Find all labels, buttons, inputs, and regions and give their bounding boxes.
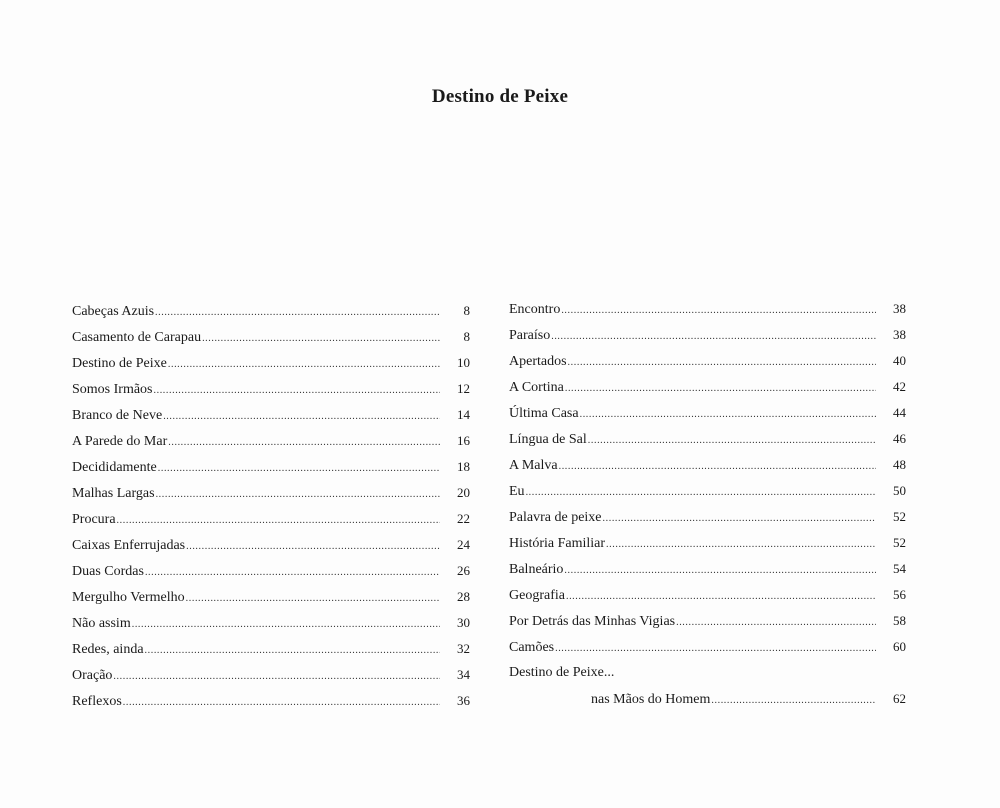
toc-leader-dots [564,565,876,576]
toc-entry-title: Destino de Peixe [72,356,167,371]
toc-entry [509,483,906,509]
toc-entry-title: Redes, ainda [72,642,144,657]
toc-leader-dots [711,695,876,706]
toc-entry-page: 52 [893,535,906,550]
toc-entry [72,615,470,641]
toc-entry [509,431,906,457]
toc-leader-dots [551,331,876,342]
toc-entry [509,353,906,379]
toc-entry-title: Paraíso [509,328,551,343]
toc-leader-dots [145,567,440,578]
toc-entry-title: Não assim [72,616,131,631]
toc-entry-title: Última Casa [509,406,579,421]
toc-entry-title: História Familiar [509,536,606,551]
toc-entry-page: 50 [893,483,906,498]
toc-entry [509,587,906,613]
toc-entry [509,405,906,431]
toc-leader-dots [566,591,876,602]
toc-entry [509,665,906,691]
toc-entry-title: Duas Cordas [72,564,144,579]
toc-leader-dots [132,619,440,630]
toc-entry-title: Apertados [509,354,567,369]
toc-entry-page: 10 [457,355,470,370]
toc-leader-dots [168,359,440,370]
toc-entry [72,563,470,589]
toc-entry-title: A Parede do Mar [72,434,168,449]
toc-entry-title: Caixas Enferrujadas [72,538,186,553]
toc-entry-title: Geografia [509,588,565,603]
toc-entry [72,303,470,329]
toc-entry-page: 46 [893,431,906,446]
toc-entry [72,459,470,485]
toc-leader-dots [156,489,440,500]
toc-entry [509,301,906,327]
page-title: Destino de Peixe [431,86,569,107]
toc-entry-title: Eu [509,484,525,499]
toc-entry-title: Branco de Neve [72,408,163,423]
toc-entry [509,327,906,353]
toc-entry-page: 8 [463,329,470,344]
toc-leader-dots [526,487,876,498]
toc-entry-title: Malhas Largas [72,486,155,501]
toc-entry-title: Cabeças Azuis [72,304,155,319]
toc-leader-dots [113,671,440,682]
toc-leader-dots [155,307,440,318]
toc-entry-title: Camões [509,640,555,655]
toc-leader-dots [163,411,440,422]
toc-entry-title: Mergulho Vermelho [72,590,185,605]
toc-entry-title: Casamento de Carapau [72,330,202,345]
toc-entry [72,641,470,667]
toc-entry [72,667,470,693]
toc-leader-dots [202,333,440,344]
toc-entry-page: 52 [893,509,906,524]
toc-entry-title: Língua de Sal [509,432,587,447]
toc-leader-dots [168,437,440,448]
toc-entry-title: Reflexos [72,694,122,709]
toc-entry-page: 60 [893,639,906,654]
toc-entry [72,511,470,537]
toc-leader-dots [186,541,440,552]
toc-entry-page: 8 [463,303,470,318]
toc-entry-title: Procura [72,512,116,527]
toc-entry [72,485,470,511]
toc-entry-title: A Malva [509,458,558,473]
toc-leader-dots [555,643,876,654]
toc-entry [72,407,470,433]
toc-entry-title: Destino de Peixe... [509,665,615,680]
toc-entry [72,589,470,615]
toc-entry [509,379,906,405]
toc-leader-dots [588,435,876,446]
toc-entry-page: 18 [457,459,470,474]
toc-entry-page: 38 [893,301,906,316]
toc-leader-dots [186,593,440,604]
toc-entry-title: Oração [72,668,113,683]
toc-leader-dots [603,513,876,524]
toc-entry [509,457,906,483]
toc-entry-page: 56 [893,587,906,602]
toc-entry [509,509,906,535]
toc-leader-dots [117,515,440,526]
toc-leader-dots [559,461,876,472]
toc-entry [72,537,470,563]
toc-entry-page: 12 [457,381,470,396]
toc-entry-page: 20 [457,485,470,500]
toc-entry-page: 32 [457,641,470,656]
toc-entry-title: Por Detrás das Minhas Vigias [509,614,676,629]
toc-entry-title: Balneário [509,562,564,577]
toc-entry-title: Somos Irmãos [72,382,153,397]
toc-entry-title: Palavra de peixe [509,510,602,525]
toc-entry [509,639,906,665]
toc-entry [509,561,906,587]
toc-entry [509,613,906,639]
toc-entry-page: 58 [893,613,906,628]
toc-entry-title: nas Mãos do Homem [591,692,711,707]
toc-entry-page: 24 [457,537,470,552]
toc-entry-page: 34 [457,667,470,682]
toc-entry-title: Decididamente [72,460,157,475]
toc-entry-page: 26 [457,563,470,578]
toc-leader-dots [123,697,440,708]
toc-right-column [509,301,906,717]
toc-entry-page: 28 [457,589,470,604]
toc-entry-page: 14 [457,407,470,422]
toc-leader-dots [154,385,441,396]
toc-entry-page: 22 [457,511,470,526]
toc-entry [72,381,470,407]
toc-left-column [72,303,470,719]
toc-entry-page: 36 [457,693,470,708]
toc-leader-dots [565,383,876,394]
toc-entry-page: 16 [457,433,470,448]
toc-entry-page: 30 [457,615,470,630]
toc-entry [509,691,906,717]
toc-leader-dots [158,463,440,474]
toc-leader-dots [580,409,876,420]
toc-entry [509,535,906,561]
toc-entry-page: 44 [893,405,906,420]
toc-entry [72,329,470,355]
toc-entry-page: 54 [893,561,906,576]
toc-entry-title: Encontro [509,302,561,317]
toc-entry [72,355,470,381]
toc-leader-dots [568,357,876,368]
toc-leader-dots [561,305,876,316]
toc-entry [72,433,470,459]
toc-entry-page: 40 [893,353,906,368]
toc-leader-dots [676,617,876,628]
toc-entry-page: 48 [893,457,906,472]
toc-entry-page: 62 [893,691,906,706]
toc-leader-dots [606,539,876,550]
toc-entry-page: 42 [893,379,906,394]
toc-entry-title: A Cortina [509,380,564,395]
toc-entry-page: 38 [893,327,906,342]
toc-entry [72,693,470,719]
toc-leader-dots [145,645,440,656]
